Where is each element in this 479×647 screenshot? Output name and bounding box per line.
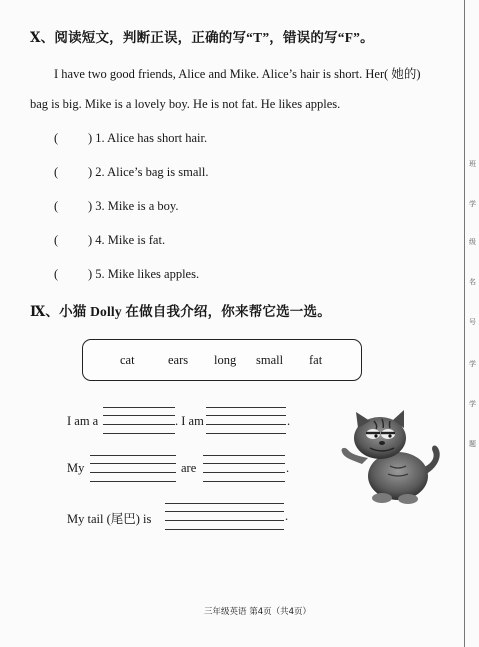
row1-label-a: I am a [67, 414, 99, 428]
cat-illustration-icon [338, 408, 456, 508]
answer-blank-1[interactable] [103, 407, 175, 435]
binding-line [464, 0, 465, 647]
side-mark: 级 [469, 238, 476, 246]
side-mark: 学 [469, 200, 476, 208]
word-bank-box [82, 339, 362, 381]
answer-blank-3[interactable] [90, 455, 176, 483]
answer-blank-2[interactable] [206, 407, 286, 435]
page-footer: 三年级英语 第4页（共4页） [204, 607, 312, 617]
word-option: fat [309, 353, 323, 367]
row1-label-b: . I am [175, 414, 204, 428]
question-text: ) 4. Mike is fat. [88, 233, 166, 247]
answer-paren: ( [54, 199, 59, 213]
row3-end: . [285, 509, 289, 523]
side-mark: 学 [469, 400, 476, 408]
section-10-title: Ⅹ、阅读短文，判断正误，正确的写“T”，错误的写“F”。 [30, 30, 374, 45]
question-1[interactable] [54, 131, 274, 147]
row2-label-a: My [67, 461, 85, 475]
question-4[interactable] [54, 233, 274, 249]
passage-line-1: I have two good friends, Alice and Mike. Alice’s hair is short. Her( 她的) [54, 67, 421, 81]
row2-label-b: are [181, 461, 197, 475]
question-3[interactable] [54, 199, 274, 215]
word-option: long [214, 353, 237, 367]
question-text: ) 1. Alice has short hair. [88, 131, 208, 145]
answer-blank-5[interactable] [165, 503, 284, 531]
side-mark: 号 [469, 318, 476, 326]
side-mark: 班 [469, 160, 476, 168]
question-2[interactable] [54, 165, 274, 181]
passage-line-2: bag is big. Mike is a lovely boy. He is not fat. He likes apples. [30, 97, 341, 111]
side-mark: 题 [469, 440, 476, 448]
answer-paren: ( [54, 131, 59, 145]
question-text: ) 3. Mike is a boy. [88, 199, 179, 213]
row2-end: . [286, 461, 290, 475]
answer-paren: ( [54, 233, 59, 247]
word-option: small [256, 353, 284, 367]
side-mark: 名 [469, 278, 476, 286]
section-9-title: Ⅸ、小猫 Dolly 在做自我介绍，你来帮它选一选。 [30, 304, 331, 319]
answer-paren: ( [54, 165, 59, 179]
row1-end: . [287, 414, 291, 428]
side-mark: 学 [469, 360, 476, 368]
question-text: ) 2. Alice’s bag is small. [88, 165, 209, 179]
word-option: cat [120, 353, 135, 367]
question-5[interactable] [54, 267, 274, 283]
word-option: ears [168, 353, 189, 367]
question-text: ) 5. Mike likes apples. [88, 267, 200, 281]
answer-paren: ( [54, 267, 59, 281]
answer-blank-4[interactable] [203, 455, 285, 483]
row3-label-a: My tail (尾巴) is [67, 512, 152, 526]
